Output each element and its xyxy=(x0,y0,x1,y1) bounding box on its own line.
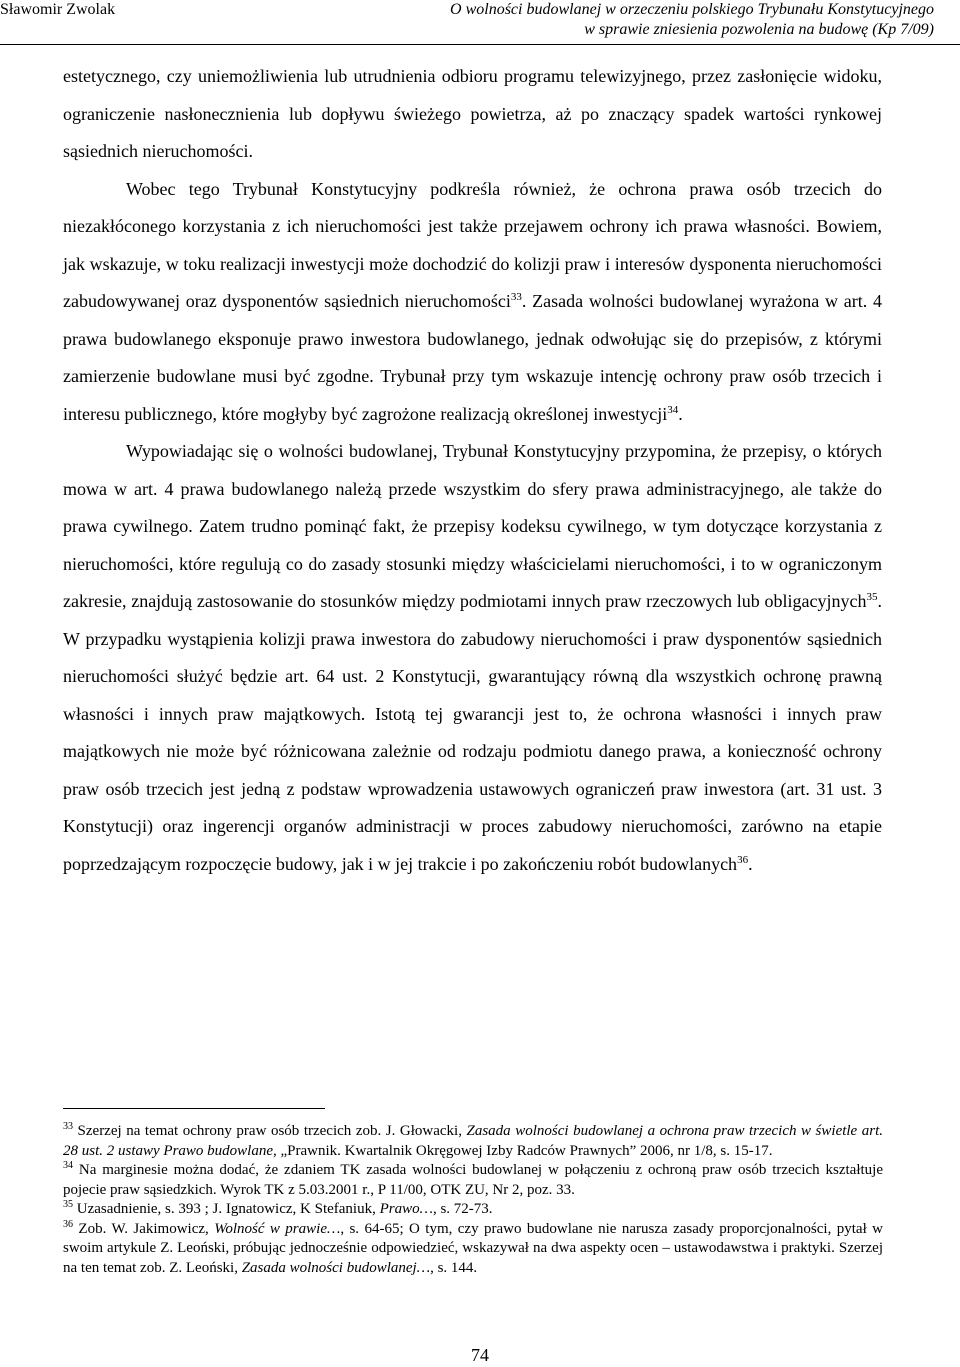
paragraph-1-text: estetycznego, czy uniemożliwienia lub utrudnienia odbioru programu telewizyjnego, przez zasłonięcie widoku, ograniczenie nasłonecznienia lub dopływu świeżego powietrza, aż po znaczący spadek wartości rynkowej sąsiednich nieruchomości. xyxy=(63,66,882,161)
footnote-title: Zasada wolności budowlanej… xyxy=(241,1259,431,1276)
paragraph-2 xyxy=(63,171,882,434)
paragraph-1 xyxy=(63,58,882,171)
paragraph-2-text-a: Wobec tego Trybunał Konstytucyjny podkreśla również, że ochrona prawa osób trzecich do niezakłóconego korzystania z ich nieruchomości jest także przejawem ochrony ich prawa własności. Bowiem, jak wskazuje, w toku realizacji inwestycji może dochodzić do kolizji praw i interesów dysponenta nieruchomości zabudowywanej oraz dysponentów sąsiednich nieruchomości xyxy=(63,178,882,311)
footnote-ref-33: 33 xyxy=(510,291,522,303)
footnote-number: 36 xyxy=(63,1218,73,1230)
page-number: 74 xyxy=(471,1345,489,1365)
footnote-text: , s. 64-65; O tym, czy prawo budowlane nie narusza zasady proporcjonalności, pytał w swoim artykule Z. Leoński, próbując jednocześnie odpowiedzieć, wskazywał na dwa aspekty ocen – ustawodawstwa i praktyki. Szerzej na ten temat zob. Z. Leoński, xyxy=(63,1220,883,1276)
running-header xyxy=(0,0,960,45)
header-author: Sławomir Zwolak xyxy=(0,1,116,18)
footnote-text: , s. 72-73. xyxy=(432,1201,493,1217)
footnote-number: 35 xyxy=(63,1199,73,1210)
footnote-33 xyxy=(63,1122,883,1161)
paragraph-3-text-b: . W przypadku wystąpienia kolizji prawa inwestora do zabudowy nieruchomości i praw dysponentów sąsiednich nieruchomości służyć będzie art. 64 ust. 2 Konstytucji, gwarantujący równą dla wszystkich ochronę prawną własności i innych praw majątkowych. Istotą tej gwarancji jest to, że ochrona własności i innych praw majątkowych nie może być różnicowana zależnie od rodzaju podmiotu danego prawa, a konieczność ochrony praw osób trzecich jest jedną z podstaw wprowadzenia ustawowych ograniczeń praw inwestora (art. 31 ust. 3 Konstytucji) oraz ingerencji organów administracji w proces zabudowy nieruchomości, zarówno na etapie poprzedzającym rozpoczęcie budowy, jak i w jej trakcie i po zakończeniu robót budowlanych xyxy=(63,591,882,874)
paragraph-3 xyxy=(63,433,882,883)
paragraph-3-text-c: . xyxy=(748,853,753,874)
footnote-36 xyxy=(63,1220,883,1279)
footnote-text: Uzasadnienie, s. 393 ; J. Ignatowicz, K Stefaniuk, xyxy=(73,1201,380,1217)
paragraph-2-text-b: . Zasada wolności budowlanej wyrażona w art. 4 prawa budowlanego eksponuje prawo inwestora budowlanego, jednak odwołując się do przepisów, z którymi zamierzenie budowlane musi być zgodne. Trybunał przy tym wskazuje intencję ochrony praw osób trzecich i interesu publicznego, które mogłyby być zagrożone realizacją określonej inwestycji xyxy=(63,291,883,424)
footnote-text: , „Prawnik. Kwartalnik Okręgowej Izby Radców Prawnych” 2006, nr 1/8, s. 15-17. xyxy=(273,1142,773,1159)
paragraph-2-text-c: . xyxy=(678,403,683,424)
footnote-title: Prawo… xyxy=(379,1201,433,1217)
header-title xyxy=(450,0,934,40)
footnote-ref-36: 36 xyxy=(737,853,749,866)
footnote-text: , s. 144. xyxy=(430,1259,478,1276)
header-title-line-1: O wolności budowlanej w orzeczeniu polskiego Trybunału Konstytucyjnego xyxy=(450,1,934,18)
footnote-text: Na marginesie można dodać, że zdaniem TK zasada wolności budowlanej w połączeniu z ochroną praw osób trzecich kształtuje pojecie praw sąsiedzkich. Wyrok TK z 5.03.2001 r., P 11/00, OTK ZU, Nr 2, poz. 33. xyxy=(63,1162,883,1198)
paragraph-3-text-a: Wypowiadając się o wolności budowlanej, Trybunał Konstytucyjny przypomina, że przepisy, o których mowa w art. 4 prawa budowlanego należą przede wszystkim do sfery prawa administracyjnego, ale także do prawa cywilnego. Zatem trudno pominąć fakt, że przepisy kodeksu cywilnego, w tym dotyczące korzystania z nieruchomości, które regulują co do zasady stosunki między właścicielami nieruchomości, i to w ograniczonym zakresie, znajdują zastosowanie do stosunków między podmiotami innych praw rzeczowych lub obligacyjnych xyxy=(63,441,882,611)
header-title-line-2: w sprawie zniesienia pozwolenia na budowę (Kp 7/09) xyxy=(584,21,934,38)
main-text xyxy=(63,58,882,883)
footnote-35 xyxy=(63,1200,883,1220)
footnote-title: Wolność w prawie… xyxy=(214,1220,341,1237)
footnote-text: Szerzej na temat ochrony praw osób trzecich zob. J. Głowacki, xyxy=(73,1123,467,1139)
footnotes xyxy=(63,1122,883,1278)
footnote-separator xyxy=(63,1108,325,1109)
footnote-number: 34 xyxy=(63,1160,73,1171)
footnote-ref-34: 34 xyxy=(667,403,679,416)
footnote-text: Zob. W. Jakimowicz, xyxy=(73,1220,215,1237)
footnote-title: Zasada wolności budowlanej a ochrona praw trzecich w świetle art. 28 ust. 2 ustawy Prawo budowlane xyxy=(63,1123,884,1159)
header-rule xyxy=(0,44,960,45)
footnote-ref-35: 35 xyxy=(866,591,878,603)
footnote-number: 33 xyxy=(63,1121,73,1132)
footnote-34 xyxy=(63,1161,883,1200)
